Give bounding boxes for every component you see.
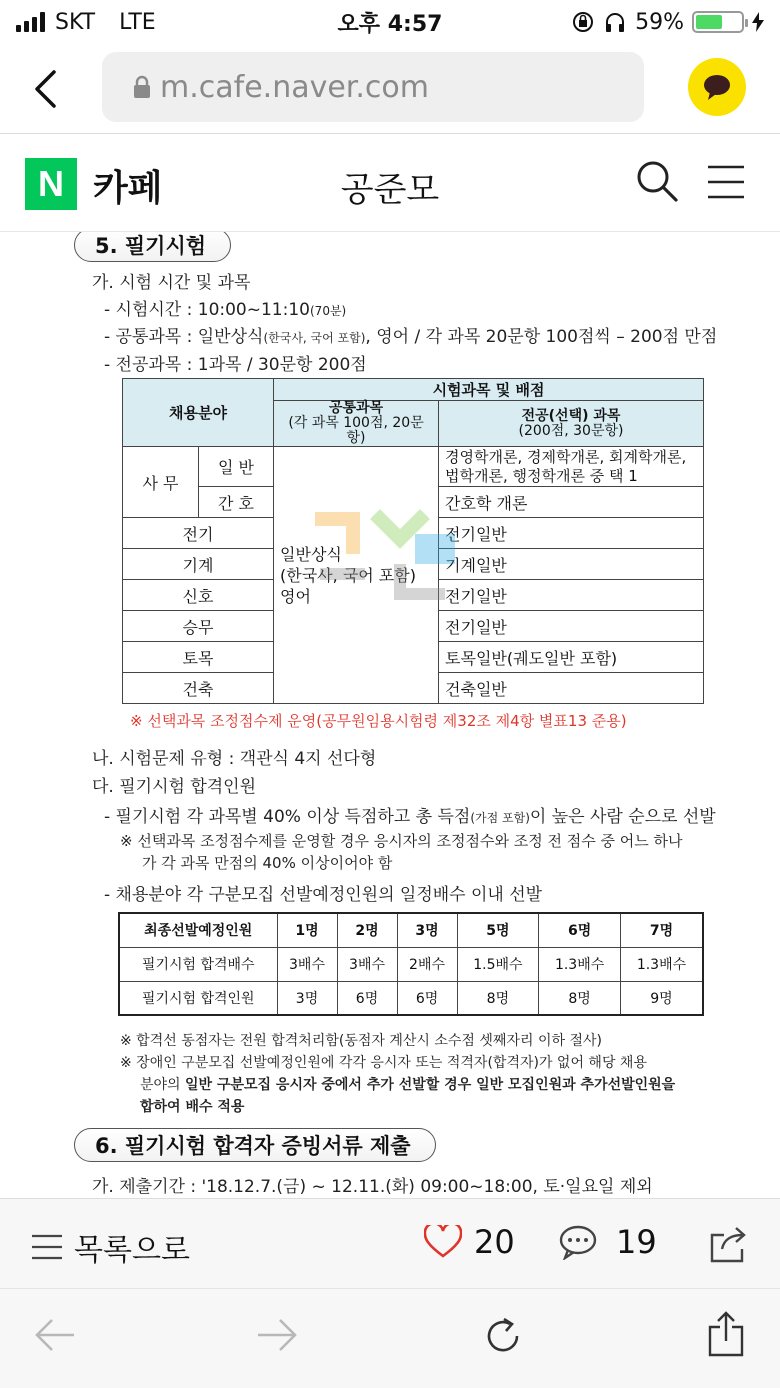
disabled-note-2: 분야의 일반 구분모집 응시자 중에서 추가 선발할 경우 일반 모집인원과 추가선발인원을: [140, 1077, 676, 1093]
table-cell: 1.5배수: [457, 947, 539, 981]
battery-icon: [692, 11, 744, 33]
browser-toolbar: [0, 1288, 780, 1388]
table-cell: 간호학 개론: [439, 487, 704, 518]
headphones-icon: [603, 10, 627, 34]
section-5-title: 5. 필기시험: [74, 232, 231, 262]
table-header: 시험과목 및 배점: [274, 379, 704, 401]
cafe-label[interactable]: 카페: [93, 168, 163, 209]
table-cell: 기계일반: [439, 549, 704, 580]
menu-icon[interactable]: [706, 162, 746, 202]
table-cell: 5명: [457, 913, 539, 947]
post-action-bar: [0, 1198, 780, 1288]
browser-url-bar: [0, 44, 780, 134]
battery-percent: 59%: [635, 9, 684, 35]
table-cell: 전기일반: [439, 518, 704, 549]
back-to-list-label: 목록으로: [74, 1233, 190, 1268]
table-cell: 사 무: [123, 447, 199, 518]
common-subject-line: - 공통과목 : 일반상식(한국사, 국어 포함), 영어 / 각 과목 20문항 100점씩 – 200점 만점: [104, 327, 718, 347]
like-button[interactable]: [424, 1223, 515, 1261]
back-button[interactable]: [0, 44, 90, 134]
adjust-score-note: ※ 선택과목 조정점수제 운영(공무원임용시험령 제32조 제4항 별표13 준용): [130, 712, 627, 730]
table-header: 채용분야: [123, 379, 274, 447]
table-cell: 2배수: [397, 947, 457, 981]
table-cell: 건축: [123, 673, 274, 704]
network-type: LTE: [119, 9, 156, 35]
post-content: [0, 232, 780, 1198]
table-cell: 승무: [123, 611, 274, 642]
table-cell: 1.3배수: [539, 947, 621, 981]
da-line: 다. 필기시험 합격인원: [92, 777, 257, 797]
chevron-left-icon: [32, 69, 58, 109]
comment-icon: [558, 1224, 598, 1260]
table-cell: 일 반: [199, 447, 274, 487]
like-count: 20: [474, 1223, 515, 1261]
table-cell: 6명: [397, 981, 457, 1015]
table-cell: 7명: [620, 913, 703, 947]
disabled-note-3: 합하여 배수 적용: [140, 1099, 245, 1115]
talk-button[interactable]: [688, 58, 746, 116]
disabled-note-1: ※ 장애인 구분모집 선발예정인원에 각각 응시자 또는 적격자(합격자)가 없어 해당 채용: [120, 1055, 647, 1071]
clock: 오후 4:57: [337, 11, 443, 37]
status-bar: [0, 0, 780, 44]
table-cell: 3명: [397, 913, 457, 947]
table-header: 전공(선택) 과목 (200점, 30문항): [439, 401, 704, 447]
comment-count: 19: [616, 1223, 657, 1261]
watermark-logo: [305, 494, 465, 604]
table-cell: 전기일반: [439, 611, 704, 642]
naver-logo[interactable]: N: [25, 158, 77, 210]
back-to-list-button[interactable]: [30, 1225, 190, 1269]
carrier: SKT: [55, 9, 96, 35]
table-cell: 신호: [123, 580, 274, 611]
table-cell: 1.3배수: [620, 947, 703, 981]
table-cell: 전기: [123, 518, 274, 549]
table-cell: 3배수: [337, 947, 397, 981]
table-cell: 8명: [457, 981, 539, 1015]
ga-title: 가. 시험 시간 및 과목: [92, 273, 251, 293]
url-text: m.cafe.naver.com: [160, 69, 429, 105]
pass-criteria-line: - 필기시험 각 과목별 40% 이상 득점하고 총 득점(가점 포함)이 높은 사람 순으로 선발: [104, 807, 716, 827]
exam-time-line: - 시험시간 : 10:00~11:10(70분): [104, 300, 347, 320]
comment-button[interactable]: [558, 1223, 657, 1261]
table-cell: 기계: [123, 549, 274, 580]
table-cell: 1명: [277, 913, 337, 947]
table-cell: 9명: [620, 981, 703, 1015]
cafe-header: [0, 134, 780, 232]
adjust-note-1: ※ 선택과목 조정점수제를 운영할 경우 응시자의 조정점수와 조정 전 점수 중 어느 하나: [120, 832, 683, 850]
share-icon[interactable]: [708, 1225, 750, 1263]
search-icon[interactable]: [635, 159, 679, 203]
pass-multiple-table: [118, 912, 704, 1016]
table-cell: 필기시험 합격배수: [119, 947, 277, 981]
orientation-lock-icon: [571, 10, 595, 34]
share-sheet-icon[interactable]: [706, 1311, 746, 1357]
signal-icon: [16, 12, 45, 32]
table-cell: 일반상식 (한국사, 국어 포함) 영어: [274, 447, 439, 704]
tie-note: ※ 합격선 동점자는 전원 합격처리함(동점자 계산시 소수점 셋째자리 이하 절사): [120, 1033, 602, 1049]
chat-bubble-icon: [702, 73, 732, 101]
table-cell: 간 호: [199, 487, 274, 518]
lock-icon: [132, 75, 152, 99]
table-cell: 2명: [337, 913, 397, 947]
table-cell: 6명: [337, 981, 397, 1015]
major-subject-line: - 전공과목 : 1과목 / 30문항 200점: [104, 355, 367, 375]
table-cell: 3명: [277, 981, 337, 1015]
multiple-line: - 채용분야 각 구분모집 선발예정인원의 일정배수 이내 선발: [104, 885, 543, 905]
table-cell: 최종선발예정인원: [119, 913, 277, 947]
table-cell: 필기시험 합격인원: [119, 981, 277, 1015]
address-field[interactable]: [102, 52, 644, 122]
submit-period-line: 가. 제출기간 : '18.12.7.(금) ~ 12.11.(화) 09:00~18:00, 토·일요일 제외: [92, 1177, 653, 1197]
na-line: 나. 시험문제 유형 : 객관식 4지 선다형: [92, 749, 377, 769]
table-cell: 8명: [539, 981, 621, 1015]
table-cell: 전기일반: [439, 580, 704, 611]
table-cell: 건축일반: [439, 673, 704, 704]
table-cell: 토목일반(궤도일반 포함): [439, 642, 704, 673]
heart-icon: [424, 1225, 462, 1259]
arrow-left-icon[interactable]: [34, 1317, 76, 1353]
table-cell: 6명: [539, 913, 621, 947]
charging-bolt-icon: [752, 12, 764, 32]
section-6-title: 6. 필기시험 합격자 증빙서류 제출: [74, 1128, 436, 1162]
table-cell: 경영학개론, 경제학개론, 회계학개론, 법학개론, 행정학개론 중 택 1: [439, 447, 704, 487]
table-header: 공통과목 (각 과목 100점, 20문항): [274, 401, 439, 447]
list-icon: [30, 1232, 64, 1262]
arrow-right-icon[interactable]: [256, 1317, 298, 1353]
reload-icon[interactable]: [482, 1315, 524, 1357]
cafe-title[interactable]: 공준모: [340, 170, 440, 210]
adjust-note-2: 가 각 과목 만점의 40% 이상이어야 함: [142, 854, 393, 872]
table-cell: 토목: [123, 642, 274, 673]
table-cell: 3배수: [277, 947, 337, 981]
